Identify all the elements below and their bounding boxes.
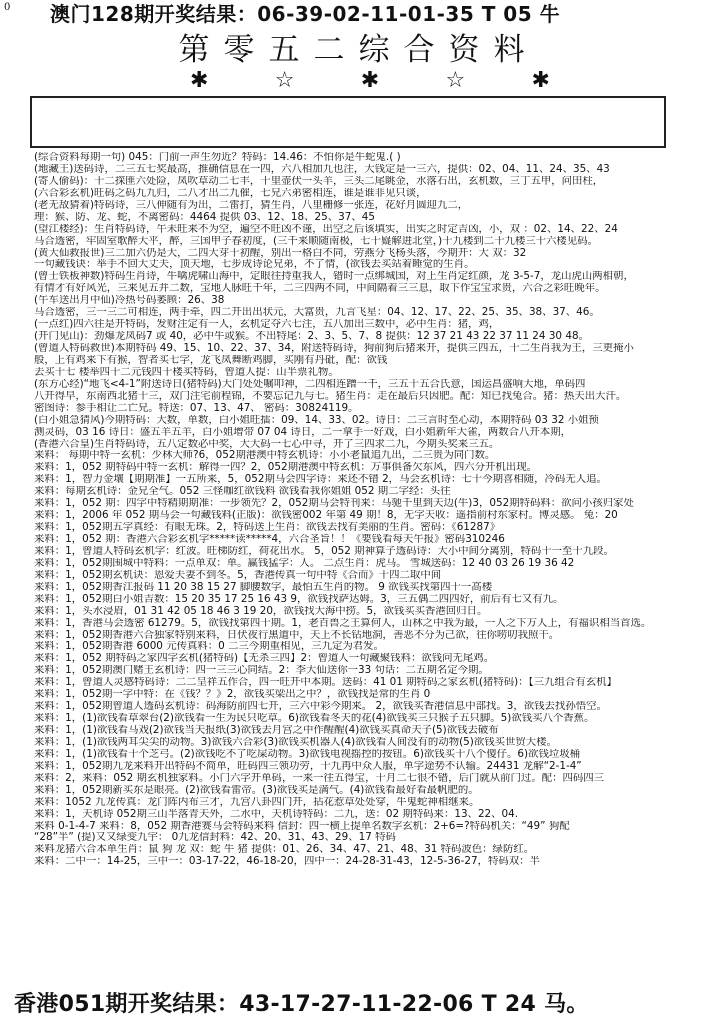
text-line: 来料：1，052期澳门赌王玄机诗：四一三三心同结。2：李大仙送你一33 句话：二五期名定今期。: [34, 665, 489, 677]
text-line: 测灵码，03 16 诗日：盛五羊五羊，白小姐增带 07 04 诗日，二一拿手一好戏，白小姐新年大雀，两数合八开本期，: [34, 426, 571, 438]
text-line: 来料：1，(1)欲钱两耳尖尖的动物。3)欲钱六合彩(3)欲钱买机器人(4)欲钱看人间没有的动物(5)欲钱买世贸大楼。: [34, 736, 557, 748]
text-line: 般，上有鸡来下有猴，智者买七字，龙飞凤舞断鸡脚，买刚有丹砒，配：欲钱: [34, 354, 388, 366]
empty-notice-box: [30, 96, 666, 148]
text-line: 来料：1，(1)欲钱看十个芝弓。(2)欲钱吃不了吃屎动物。3)欲钱电视摇控的按钮。6)欲钱买十八个傻仔。6)欲钱垃圾桶: [34, 748, 581, 760]
text-line: 来料 0-1-4-7 来料：8，052 期香港赛马会特码来料 信封：四一横上提单名数字玄机：2+6=?特码机关：“49” 狗配: [34, 820, 570, 832]
text-line: 理：猴、防、龙、蛇，不离密码：4464 提供 03、12、18、25、37、45: [34, 211, 375, 223]
text-line: 来料：1，052期香港 6000 元传真料：0 二三今期重相见，三九定为君发。: [34, 641, 384, 653]
text-line: (开门见山)：劲爆龙凤码7 或 40，必中牛或猴。不出特尾：2、3、5、7、8 提供：12 37 21 43 22 37 11 24 30 48。: [34, 331, 589, 343]
text-line: 来料：1，052期五字真经：有眼无珠。2，特码送上生肖：欲钱去找有美丽的生肖。密码：《61287》: [34, 522, 501, 534]
text-line: 来料：1，052期白小姐吉数：15 20 35 17 25 16 43 9，欲钱找萨达姆。3，三五偶二四四好，前后有七又有九。: [34, 593, 564, 605]
text-line: 来料：1，052 期特码中特一玄机：解得一四？2，052期港澳中特玄机：万事俱备欠东风，四六分开机出现。: [34, 462, 537, 474]
text-line: (综合资料每期一句) 045：门前一声生勿近？特码：14.46：不怕你是牛蛇鬼.( ): [34, 152, 401, 163]
text-line: 来料：1，曾道人特码玄机字：红波。旺梯防红，荷花出水。 5，052 期神算子透码诗：大小中间分离别，特码十一至十九段。: [34, 545, 614, 557]
text-line: 来料龙猪六合本单生肖：鼠 狗 龙 双：蛇 牛 猪 提供：01、26、34、47、21、48、31 特码波色：绿防红。: [34, 844, 535, 856]
text-line: “28”半” (提)又又绿变九宇： 0九龙信封料：42、20、31、43、29、17 特码: [34, 832, 396, 844]
text-line: 来料：1052 九龙传真：龙门阵内布三才，九宫八卦四门开，拈花惹草处处穿，牛鬼蛇神相继来。: [34, 796, 480, 808]
text-line: 密图诗：参手相让二亡兄。特送：07、13、47、 密码：30824119。: [34, 402, 359, 414]
text-line: 来料：1，052 期：香港六合彩玄机字*****读*****4，六合圣旨！！《要钱看每天午报》密码310246: [34, 534, 505, 545]
text-line: (黄大仙救报世)三二加六仍是大，二四大芽十初醒，别出一格白不同，劳燕分飞杨头落，今期开：大 双：32: [34, 247, 527, 259]
macau-draw-result: 澳门128期开奖结果：06-39-02-11-01-35 T 05 牛: [50, 2, 561, 26]
text-line: 八开得早，东南西北猪十三，双门注宅前程锦，不要忘记九与七。猪生肖：走在最后只因肥。配：知已找兔合。猪：热天出大汗。: [34, 390, 627, 402]
text-line: 来料：1，052 期：四字中特精期期准：一步领先？2，052期马会特刊来：马驰千里到天边(牛)3，052期特码料：欲问小孩归家处: [34, 498, 634, 510]
text-line: 来料：1，052期香港六合独家特别来料，日伏夜行黑道中，天上不长钻地洞，善恶不分为己欲，往你唠叨我照干。: [34, 629, 560, 641]
text-line: (望江楼经)：生肖特码诗，午未旺来不为空，遍空不旺凶不谨，出空之后该填实，出实之时定吉凶，小，双 ：02、14、22、24: [34, 223, 618, 235]
text-line: 来料：每期玄机诗：金兄全气。052 三怪咖红欲钱料 欲钱看我你姐姐 052 期二字经：头往: [34, 486, 451, 498]
content-body: [34, 152, 714, 992]
asterisk-icon: ✱: [190, 68, 209, 93]
text-line: 来料：1，(1)欲钱看草翠台(2)欲钱看一生为民只吃草。6)欲钱看冬天的花(4)欲钱买三只猴子五只脚。5)欲钱买八个香蕉。: [34, 713, 595, 725]
text-line: (一点红)四六往是开特码，发财注定有一人，玄机定夺六七注，五八加出三数中，必中生肖：猪，鸡，: [34, 319, 500, 331]
text-line: 来料：1，052期曾道人透码玄机诗：码海防前四七开，三六中彩今期来。 2，欲钱买香港信息中部找。3，欲钱去找孙悟空。: [34, 701, 607, 713]
text-line: 来料：1，052期九龙来料开出特码不简单，旺码四三领功劳，十九再中众人服，单字途势不认输。24431 龙解“2-1-4”: [34, 760, 582, 772]
document-title: 第零五二综合资料: [178, 32, 539, 68]
text-line: 有情才有好风光，三来见五并二数，宝地人脉旺千年，二三四两不同，中间隔着三三息，取下作宝宝求贵，六合之彩旺晚年。: [34, 283, 606, 295]
text-line: 来料：1，(1)欲钱看马戏(2)欲钱当天报纸(3)欲钱去月宫之中作醒醒(4)欲钱买真命天子(5)欲钱去破布: [34, 725, 499, 736]
text-line: (寄人偷码)：十二探匪六处险，凤吹草动二七丰，十里壶伏一头羊，三头二尾眺金，水落石出，玄机数，三丁五甲，问田柱，: [34, 175, 604, 187]
text-line: (地藏王)送码诗，二三五七奖最高，推确信息在一四，六八相加九也注，大钱定是一三六，提供：02、04、11、24、35、43: [34, 163, 610, 175]
corner-mark: 0: [4, 2, 11, 13]
text-line: 来料：二中一：14-25，三中一：03-17-22，46-18-20，四中一：24-28-31-43，12-5-36-27，特码双：半: [34, 856, 540, 868]
text-line: 来料：1，2006 年 052 期马会一句藏钱料(正版)：欲钱密002 年第 49 期！8，无字天收：遥指前村东家村。博灵感。 兔：20: [34, 510, 618, 522]
asterisk-icon: ✱: [360, 68, 380, 93]
star-outline-icon: ☆: [445, 68, 466, 93]
text-line: 马合透密，三一三二可相连，两手牵，四二开出出状元，大富贵，九言飞星：04、12、17、22、25、35、38、37、46。: [34, 307, 600, 319]
text-line: (曾道人特码救世)本期特码 49、15、10、22、37、34，附送特码诗，狗前狗后猪来开，提供三四五，十二生肖我为王，三更掩小: [34, 343, 634, 354]
text-line: (香港六合皇)生肖特码诗，五八定数必中奖，大大码一七心中寻，开了三四求二九，今期头奖来三五。: [34, 438, 500, 450]
text-line: (老无敌猜着)特码诗，三八伸随有为出，二雷打，猜生肖，八里栅修一张连，花好月圆迎九二，: [34, 199, 469, 211]
text-line: 来料：1，052期玄机诀：恩爱夫妻不到冬。5，香港传真一句中特《合而》十四二取中间: [34, 569, 442, 581]
hongkong-draw-result: 香港051期开奖结果：43-17-27-11-22-06 T 24 马。: [14, 992, 589, 1017]
text-line: 来料：1，052期香江报码 11 20 38 15 27 脚腰数字，最怕五生肖的物。 9 欲钱买找第四十一高楼: [34, 581, 493, 593]
text-line: (白小姐急猜风)今期特码：大数，单数，白小姐旺擂：09、14、33、02。诗日：二三言时至心动，本期特码 03 32 小姐预: [34, 414, 599, 426]
text-line: 去买十七 楼举四十二元钱四十楼买特码，曾道人提：山半票礼物。: [34, 366, 339, 378]
text-line: 来料： 每期中特一玄机：少林大师?6，052期港澳中特玄机诗：小小老鼠追九出，二三贵为同门数。: [34, 450, 496, 462]
text-line: 马合透密，牢固室歌醉大平，醉，三国甲子春初度，(三千来顺随南极，七十嶷解进北堂，)十九楼到二十九楼三十六楼见码。: [34, 235, 598, 247]
text-line: 来料：1，智力金壤【期期准】一五所来，5，052期马会四字诗：来还不错 2，马会玄机诗：七十今期喜相随，冷码无人追。: [34, 474, 607, 486]
text-line: 来料：1，052 期特码之家四字玄机(猪特码)【无杀三四】2：曾道人一句藏聚钱料：欲钱问无尾鸡。: [34, 653, 495, 665]
text-line: (东方心经)“地飞<4-1”附送诗日(猪特码)大门处处嘱叩神，二四相连蹭一千，三五十五合氏意，国运昌盛响大地，单码四: [34, 378, 586, 390]
text-line: 来料：2，来料：052 期玄机独家料。小门六字开单码，一来一往五得宝，十月二七很不错，后门就从前门过。配：四码四三: [34, 772, 605, 784]
asterisk-icon: ✱: [531, 68, 550, 93]
text-line: 来料：1，天机诗 052期三山半落青天外，二水中，天机诗特码：二九，送：02 期特码来：13、22、04.: [34, 808, 519, 820]
text-line: 来料：1，曾道人灵感特码诗：二二呈祥五作合，四一旺开中本期。送码：41 01 期特码之家玄机(猪特码)：【三九组合有玄机】: [34, 677, 617, 689]
text-line: (六合彩玄机)旺码之码九九归，二八才出二九催，七兄六弟密相连，谁是谁非见只谈，: [34, 187, 427, 199]
text-line: 来料：1，052期围城中特料：一点单双：单。赢钱猛字：人。 二点生肖：虎马。 雪城送码：12 40 03 26 19 36 42: [34, 557, 575, 569]
star-outline-icon: ☆: [274, 68, 295, 93]
text-line: 来料：1，头水浸眉，01 31 42 05 18 46 3 19 20，欲钱找大海中捞。5，欲钱买买香港回归日。: [34, 605, 488, 617]
text-line: (午车送出月中仙)冷热号码萎顾：26、38: [34, 295, 225, 307]
text-line: 来料：1，052期新买东是眼亮。(2)欲钱看雷帝。(3)欲钱买是满气。(4)欲钱看最好看最帆肥的。: [34, 784, 479, 796]
text-line: 一句藏钱诀：举手不回大丈夫，顶天地，七步成诗论兄弟，不了情，(欲钱去买站着睡觉的生肖。: [34, 259, 475, 271]
text-line: 来料：1，052期一字中特：在《钱？？》2，欲钱买梁出之中？，欲钱找是常的生肖 0: [34, 689, 431, 701]
star-decoration-row: [190, 68, 550, 94]
text-line: 来料：1，香港马会透密 61279。5，欲钱找第四十期。1，老百兽之王算何人，山林之中我为最，一人之下万人上，有福识相当首选。: [34, 617, 652, 629]
text-line: (曾士铁板神数)特码生肖诗，牛噙虎啸山海中，定眼往持重我人，错时一点绑城国，对上生肖定红颜，龙 3-5-7，龙山虎山两相朝，: [34, 271, 634, 283]
